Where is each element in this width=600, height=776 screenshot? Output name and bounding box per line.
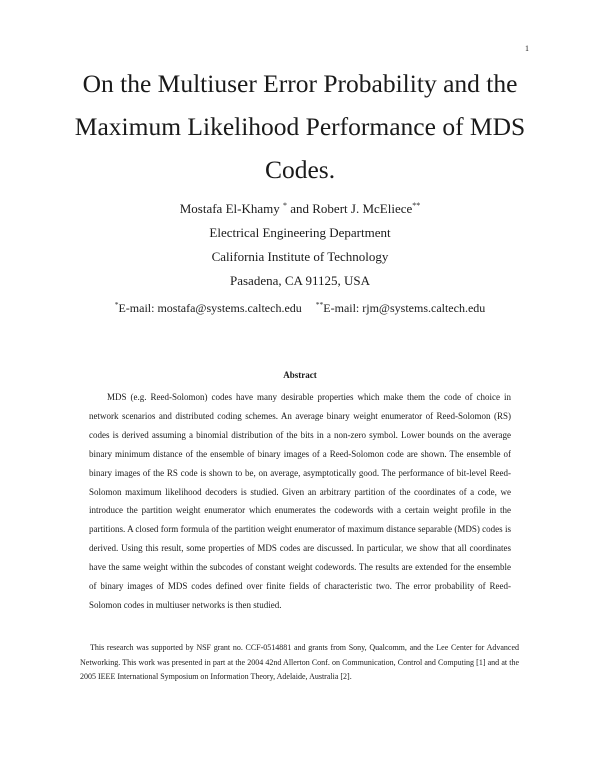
author-conjunction: and	[290, 201, 310, 216]
abstract-heading: Abstract	[283, 370, 317, 380]
email-1-mark: *	[114, 300, 119, 309]
author-line	[0, 201, 600, 217]
page-number: 1	[525, 44, 529, 53]
affiliation-location: Pasadena, CA 91125, USA	[230, 273, 370, 288]
email-1: E-mail: mostafa@systems.caltech.edu	[118, 301, 302, 315]
email-line	[0, 300, 600, 316]
author-2-footnote-mark: **	[412, 201, 421, 210]
funding-footnote: This research was supported by NSF grant no. CCF-0514881 and grants from Sony, Qualcomm, and the Lee Center for Advanced Networking. This work was presented in part at the 2004 42nd Allerton Conf. on Communication, Control and Computing [1] and at the 2005 IEEE International Symposium on Information Theory, Adelaide, Australia [2].	[80, 643, 519, 681]
title-line-3: Codes.	[264, 155, 336, 184]
email-2-mark: **	[315, 300, 324, 309]
affiliation-department: Electrical Engineering Department	[209, 225, 391, 240]
title-line-2: Maximum Likelihood Performance of MDS	[74, 112, 526, 141]
abstract-body: MDS (e.g. Reed-Solomon) codes have many desirable properties which make them the code of choice in network scenarios and distributed coding schemes. An average binary weight enumerator of Reed-Solomon (RS) codes is derived assuming a binomial distribution of the bits in a non-zero symbol. Lower bounds on the average binary minimum distance of the ensemble of binary images of a Reed-Solomon code are shown. The ensemble of binary images of the RS code is shown to be, on average, asymptotically good. The performance of bit-level Reed-Solomon maximum likelihood decoders is studied. Given an arbitrary partition of the coordinates of a code, we introduce the partition weight enumerator which enumerates the codewords with a certain weight profile in the partitions. A closed form formula of the partition weight enumerator of maximum distance separable (MDS) codes is derived. Using this result, some properties of MDS codes are discussed. In particular, we show that all coordinates have the same weight within the subcodes of constant weight codewords. The results are extended for the ensemble of binary images of MDS codes defined over finite fields of characteristic two. The error probability of Reed-Solomon codes in multiuser networks is then studied.	[89, 392, 511, 610]
author-name-2: Robert J. McEliece	[312, 201, 413, 216]
paper-title	[40, 62, 560, 191]
email-2: E-mail: rjm@systems.caltech.edu	[323, 301, 486, 315]
affiliation-institute: California Institute of Technology	[211, 249, 389, 264]
title-line-1: On the Multiuser Error Probability and the	[82, 69, 518, 98]
author-1-footnote-mark: *	[282, 201, 287, 210]
author-name-1: Mostafa El-Khamy	[179, 201, 280, 216]
